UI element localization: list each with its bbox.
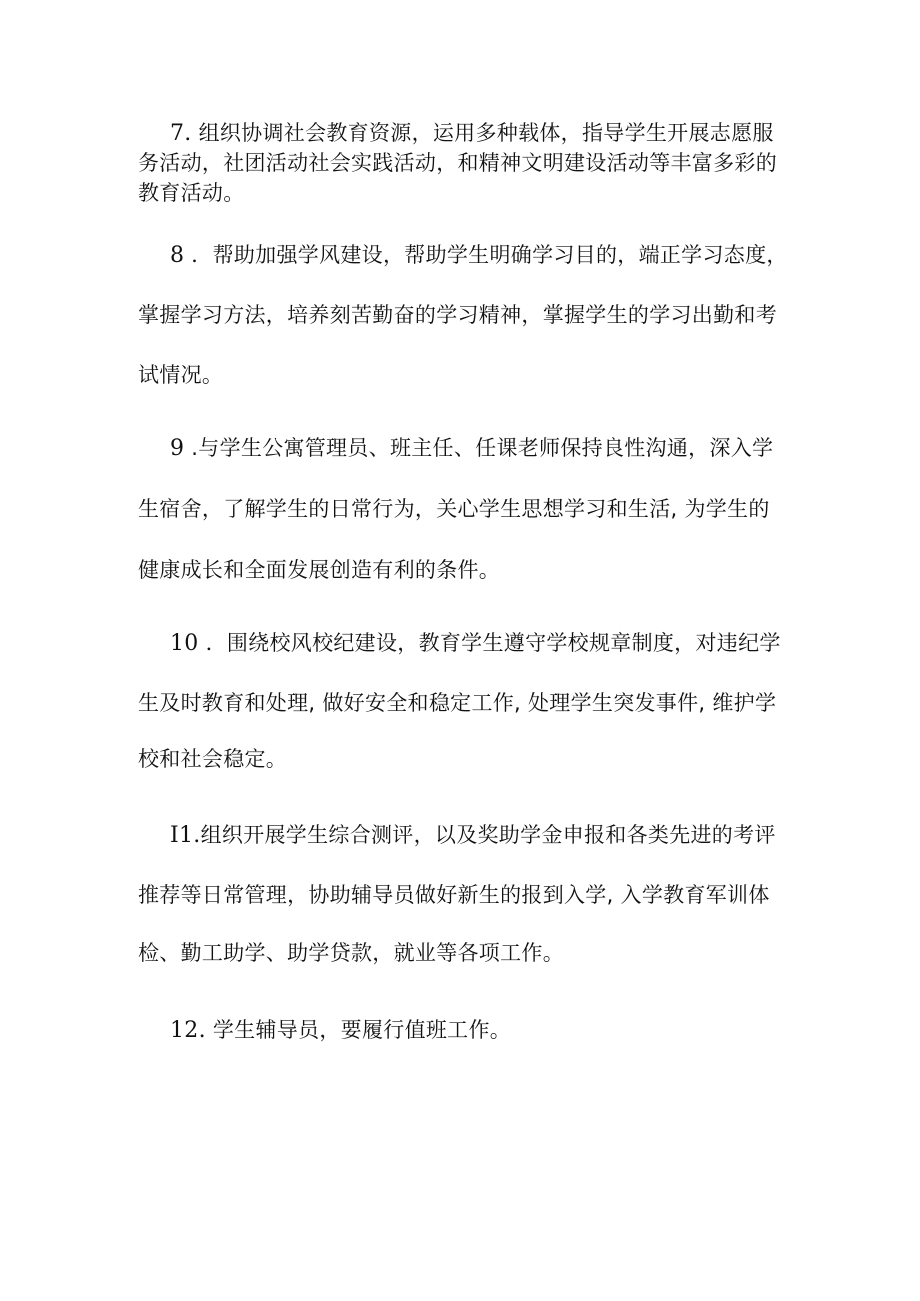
item-10-line-1 — [170, 628, 781, 659]
item-9-line-3: 健康成长和全面发展创造有利的条件。 — [138, 558, 501, 582]
item-7-line-3: 教育活动。 — [138, 181, 245, 205]
item-8-line-1 — [170, 240, 788, 271]
item-9-line-2: 生宿舍，了解学生的日常行为，关心学生思想学习和生活, 为学生的 — [138, 497, 770, 521]
item-10-line-3: 校和社会稳定。 — [138, 747, 288, 771]
item-12-number: 12. — [170, 1018, 206, 1043]
item-8-line-3: 试情况。 — [138, 363, 224, 387]
item-11-line-3: 检、勤工助学、助学贷款，就业等各项工作。 — [138, 941, 564, 965]
item-10-line-2: 生及时教育和处理, 做好安全和稳定工作, 处理学生突发事件, 维护学 — [138, 691, 777, 715]
item-10-number: 10 — [170, 631, 199, 656]
item-7-number: 7. — [170, 121, 192, 146]
item-8-number: 8 — [170, 243, 185, 268]
item-7-text-1: 组织协调社会教育资源，运用多种载体，指导学生开展志愿服 — [191, 121, 774, 145]
item-9-line-1 — [170, 433, 773, 464]
item-8-line-2: 掌握学习方法，培养刻苦勤奋的学习精神，掌握学生的学习出勤和考 — [138, 303, 777, 327]
item-7-line-1 — [170, 118, 774, 149]
item-8-text-1: ．帮助加强学风建设，帮助学生明确学习目的，端正学习态度， — [184, 243, 788, 267]
item-12-line-1 — [170, 1015, 511, 1046]
item-11-line-2: 推荐等日常管理，协助辅导员做好新生的报到入学, 入学教育军训体 — [138, 883, 770, 907]
item-9-text-1: .与学生公寓管理员、班主任、任课老师保持良性沟通，深入学 — [184, 436, 774, 460]
item-12-text-1: 学生辅导员，要履行值班工作。 — [205, 1018, 512, 1042]
item-10-text-1: ．围绕校风校纪建设，教育学生遵守学校规章制度，对违纪学 — [198, 631, 781, 655]
item-11-number: I1. — [170, 823, 201, 848]
item-11-text-1: 组织开展学生综合测评，以及奖助学金申报和各类先进的考评 — [200, 823, 776, 847]
item-7-line-2: 务活动，社团活动社会实践活动，和精神文明建设活动等丰富多彩的 — [138, 151, 777, 175]
item-11-line-1 — [170, 820, 776, 851]
item-9-number: 9 — [170, 436, 185, 461]
